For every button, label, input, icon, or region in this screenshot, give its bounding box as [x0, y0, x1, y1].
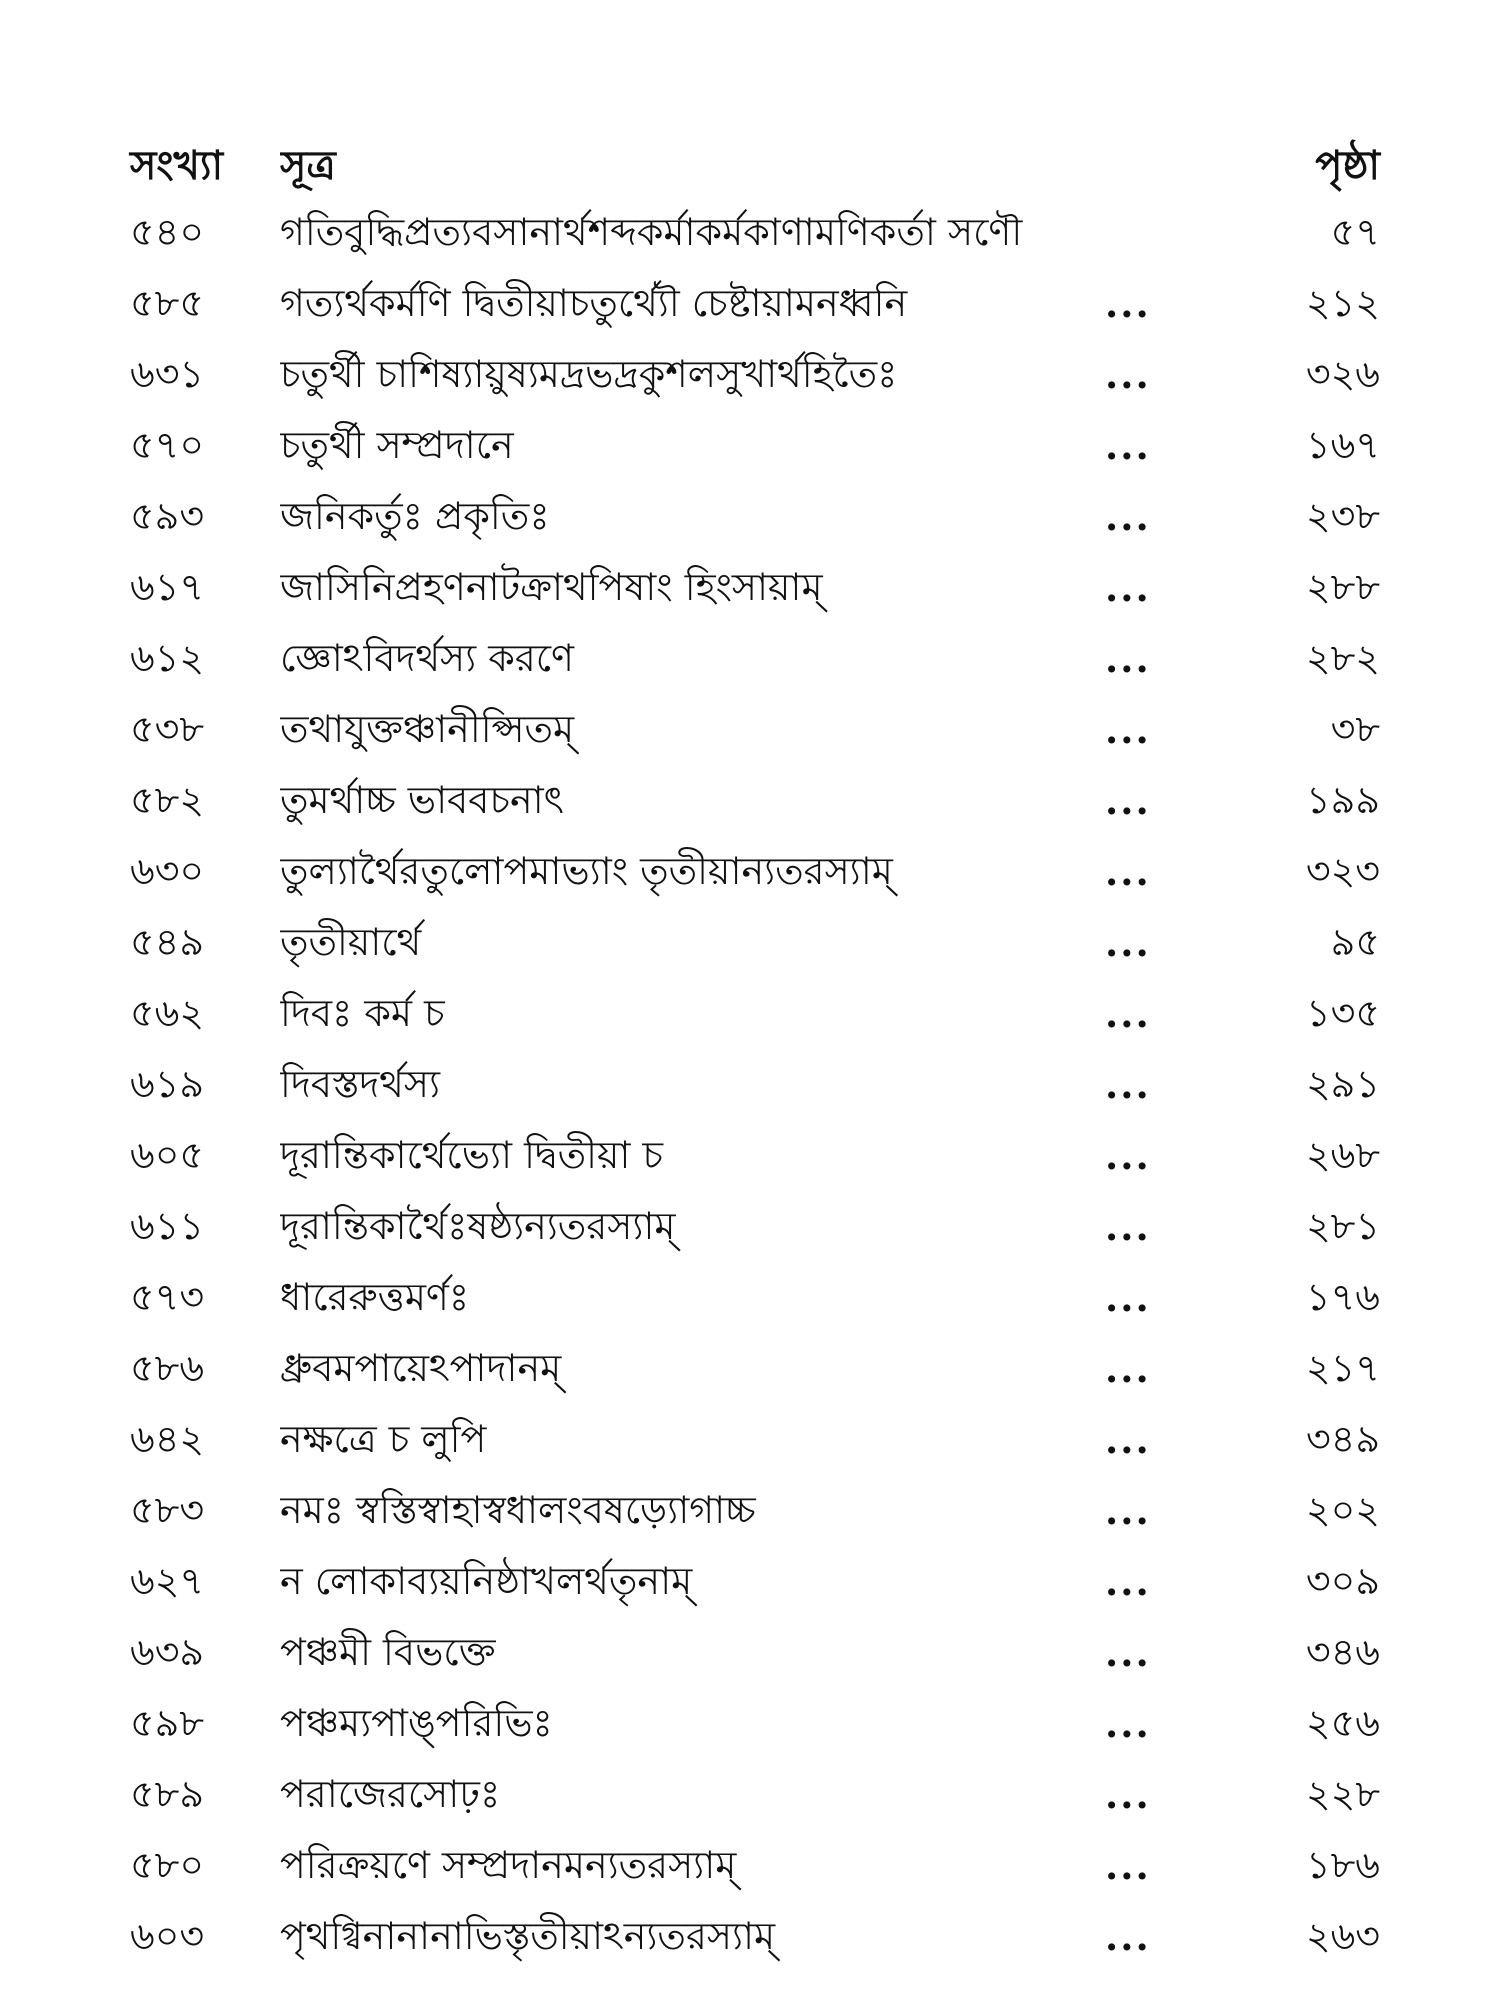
sutra-text: দূরান্তিকার্থেভ্যো দ্বিতীয়া চ: [280, 1133, 663, 1177]
table-row: [130, 268, 1380, 339]
table-row: [130, 481, 1380, 552]
sutra-number: ৫৮৬: [130, 1346, 205, 1390]
sutra-number: ৬১২: [130, 636, 205, 680]
sutra-text: চতুর্থী সম্প্রদানে: [280, 423, 514, 467]
page-number: ৩২৩: [1305, 849, 1380, 893]
sutra-number: ৬১১: [130, 1204, 205, 1248]
page-number: ২১২: [1305, 281, 1380, 325]
leader-dots: ...: [1105, 281, 1151, 326]
sutra-number: ৫৪৯: [130, 920, 204, 964]
sutra-number: ৬৩০: [130, 849, 205, 893]
sutra-text: ন লোকাব্যয়নিষ্ঠাখলর্থতৃনাম্: [280, 1559, 693, 1603]
page-number: ১৭৬: [1305, 1275, 1380, 1319]
page-number: ২০২: [1305, 1488, 1380, 1532]
sutra-text: ধ্রুবমপায়েঽপাদানম্: [280, 1346, 562, 1390]
table-row: [130, 410, 1380, 481]
page-number: ১৮৬: [1305, 1843, 1380, 1887]
page-number: ৯৫: [1330, 920, 1380, 964]
sutra-number: ৫৮৫: [130, 281, 204, 325]
table-row: [130, 1688, 1380, 1759]
table-row: [130, 197, 1380, 268]
leader-dots: ...: [1105, 1488, 1151, 1533]
page-number: ২৮১: [1305, 1204, 1380, 1248]
sutra-text: তথাযুক্তঞ্চানীপ্সিতম্: [280, 707, 575, 751]
page-number: ২৩৮: [1305, 494, 1380, 538]
sutra-text: তুল্যার্থৈরতুলোপমাভ্যাং তৃতীয়ান্যতরস্যাম্: [280, 849, 893, 893]
leader-dots: ...: [1105, 423, 1151, 468]
sutra-number: ৫৮৯: [130, 1772, 204, 1816]
sutra-text: দিবঃ কর্ম চ: [280, 991, 445, 1035]
table-row: [130, 1049, 1380, 1120]
page-column-header: পৃষ্ঠা: [1315, 142, 1380, 189]
table-row: [130, 836, 1380, 907]
leader-dots: ...: [1105, 1630, 1151, 1675]
table-row: [130, 1901, 1380, 1972]
sutra-text: তুমর্থাচ্চ ভাববচনাৎ: [280, 778, 564, 822]
leader-dots: ...: [1105, 849, 1151, 894]
leader-dots: ...: [1105, 352, 1151, 397]
table-row: [130, 907, 1380, 978]
leader-dots: ...: [1105, 636, 1151, 681]
sutra-text: জনিকর্তুঃ প্রকৃতিঃ: [280, 494, 550, 538]
leader-dots: ...: [1105, 920, 1151, 965]
sutra-index-table: [130, 135, 1380, 1972]
leader-dots: ...: [1105, 991, 1151, 1036]
sutra-text: দিবস্তদর্থস্য: [280, 1062, 441, 1106]
page-number: ১৯৯: [1306, 778, 1380, 822]
sutra-number: ৫৯৩: [130, 494, 205, 538]
table-row: [130, 1759, 1380, 1830]
leader-dots: ...: [1105, 1417, 1151, 1462]
sutra-text: নক্ষত্রে চ লুপি: [280, 1417, 487, 1461]
sutra-text: তৃতীয়ার্থে: [280, 920, 422, 964]
leader-dots: ...: [1105, 565, 1151, 610]
page-number: ৩৮: [1330, 707, 1380, 751]
leader-dots: ...: [1105, 707, 1151, 752]
table-row: [130, 552, 1380, 623]
sutra-number: ৫৮৩: [130, 1488, 205, 1532]
leader-dots: ...: [1105, 1346, 1151, 1391]
table-row: [130, 1120, 1380, 1191]
sutra-number: ৫৯৮: [130, 1701, 204, 1745]
index-rows: [130, 197, 1380, 1972]
sutra-number: ৫৮০: [130, 1843, 205, 1887]
leader-dots: ...: [1105, 778, 1151, 823]
sutra-number: ৫৮২: [130, 778, 205, 822]
page-number: ৩২৬: [1305, 352, 1380, 396]
leader-dots: ...: [1105, 1914, 1151, 1959]
page-number: ৩৪৬: [1305, 1630, 1380, 1674]
table-row: [130, 1404, 1380, 1475]
sutra-number: ৬০৫: [130, 1133, 205, 1177]
leader-dots: ...: [1105, 1701, 1151, 1746]
sutra-number: ৫৪০: [130, 210, 205, 254]
sutra-number: ৫৩৮: [130, 707, 205, 751]
table-row: [130, 1262, 1380, 1333]
table-row: [130, 1333, 1380, 1404]
page-number: ২১৭: [1305, 1346, 1380, 1390]
sutra-text: নমঃ স্বস্তিস্বাহাস্বধালংবষড়্যোগাচ্চ: [280, 1488, 756, 1532]
sutra-text: পৃথগ্বিনানানাভিস্তৃতীয়াঽন্যতরস্যাম্: [280, 1914, 776, 1958]
page-number: ৩৪৯: [1305, 1417, 1380, 1461]
table-row: [130, 339, 1380, 410]
table-row: [130, 1475, 1380, 1546]
sutra-text: গতিবুদ্ধিপ্রত্যবসানার্থশব্দকর্মাকর্মকাণামণিকর্তা সণৌ: [280, 210, 1023, 254]
leader-dots: ...: [1105, 1204, 1151, 1249]
page-number: ২২৮: [1305, 1772, 1380, 1816]
leader-dots: ...: [1105, 1772, 1151, 1817]
sutra-number: ৫৭৩: [130, 1275, 205, 1319]
sutra-text: জ্ঞোঽবিদর্থস্য করণে: [280, 636, 574, 680]
sutra-text: পরিক্রয়ণে সম্প্রদানমন্যতরস্যাম্: [280, 1843, 737, 1887]
leader-dots: ...: [1105, 1559, 1151, 1604]
page-number: ২৬৩: [1305, 1914, 1380, 1958]
page-number: ১৩৫: [1305, 991, 1380, 1035]
table-row: [130, 623, 1380, 694]
table-row: [130, 765, 1380, 836]
sutra-text: গত্যর্থকর্মণি দ্বিতীয়াচতুর্থ্যৌ চেষ্টায়ামনধ্বনি: [280, 281, 908, 325]
sutra-number: ৬৩৯: [130, 1630, 205, 1674]
sutra-text: জাসিনিপ্রহণনাটক্রাথপিষাং হিংসায়াম্: [280, 565, 823, 609]
sutra-text: দূরান্তিকার্থৈঃষষ্ঠ্যন্যতরস্যাম্: [280, 1204, 676, 1248]
sutra-number: ৬৪২: [130, 1417, 205, 1461]
page-number: ৩০৯: [1305, 1559, 1380, 1603]
sutra-number: ৬৩১: [130, 352, 205, 396]
leader-dots: ...: [1105, 494, 1151, 539]
page-number: ৫৭: [1330, 210, 1380, 254]
sutra-number: ৬০৩: [130, 1914, 205, 1958]
table-row: [130, 1191, 1380, 1262]
sutra-number: ৬১৯: [130, 1062, 205, 1106]
sutra-number: ৬১৭: [130, 565, 205, 609]
sutra-text: পঞ্চম্যপাঙ্পরিভিঃ: [280, 1701, 553, 1745]
sutra-number: ৬২৭: [130, 1559, 205, 1603]
page-number: ২৯১: [1305, 1062, 1380, 1106]
leader-dots: ...: [1105, 1133, 1151, 1178]
page-number: ১৬৭: [1305, 423, 1380, 467]
sutra-text: পঞ্চমী বিভক্তে: [280, 1630, 496, 1674]
sutra-text: ধারেরুত্তমর্ণঃ: [280, 1275, 470, 1319]
page-number: ২৮২: [1305, 636, 1380, 680]
leader-dots: ...: [1105, 1843, 1151, 1888]
sutra-column-header: সূত্র: [280, 142, 336, 189]
sutra-number: ৫৬২: [130, 991, 205, 1035]
page-number: ২৬৮: [1305, 1133, 1380, 1177]
sutra-text: চতুর্থী চাশিষ্যায়ুষ্যমদ্রভদ্রকুশলসুখার্থহিতৈঃ: [280, 352, 898, 396]
leader-dots: ...: [1105, 1275, 1151, 1320]
table-row: [130, 978, 1380, 1049]
leader-dots: ...: [1105, 1062, 1151, 1107]
number-column-header: সংখ্যা: [130, 142, 224, 189]
table-row: [130, 1546, 1380, 1617]
table-row: [130, 1830, 1380, 1901]
sutra-number: ৫৭০: [130, 423, 205, 467]
table-row: [130, 1617, 1380, 1688]
table-header: [130, 135, 1380, 197]
sutra-text: পরাজেরসোঢ়ঃ: [280, 1772, 501, 1816]
page-number: ২৮৮: [1305, 565, 1380, 609]
table-row: [130, 694, 1380, 765]
page-number: ২৫৬: [1305, 1701, 1380, 1745]
